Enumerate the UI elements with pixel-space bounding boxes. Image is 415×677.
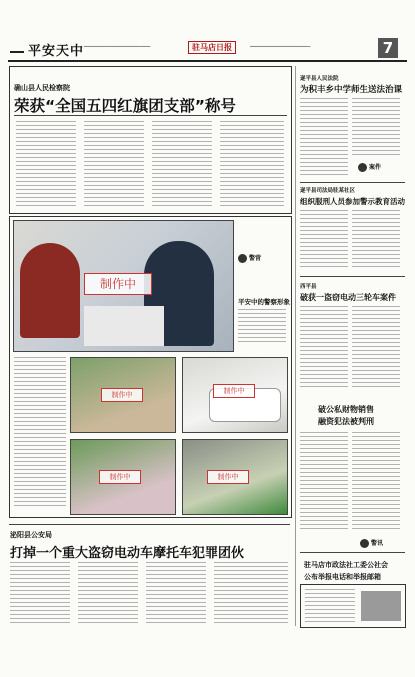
header-date: ━━━━━━━━━━━━━━━━━━━━	[250, 44, 311, 50]
right-badge-2: 警讯	[360, 538, 383, 548]
feature-side-text	[14, 357, 66, 507]
right-story2-text-a	[300, 210, 348, 270]
bottom-rule	[9, 524, 290, 525]
header-meta: ━━━━━━━━━━━━━━━━━━━━━━	[84, 44, 151, 50]
right-story4-text-a	[300, 432, 348, 532]
photo-2	[70, 357, 176, 433]
top-story-text-col3	[152, 121, 212, 209]
right-story1-headline: 为积丰乡中学师生送法治课	[300, 85, 403, 95]
right-story4-headline-1: 破公私财物销售	[318, 405, 374, 414]
right-story1-kicker: 遂平县人民法院	[300, 76, 339, 82]
right-story2-kicker: 遂平县司法局驻某社区	[300, 188, 356, 194]
paper-logo: 驻马店日报	[188, 41, 236, 54]
bottom-story-text-col3	[146, 562, 206, 626]
right-badge-1: 案件	[358, 162, 381, 172]
right-rule-1	[300, 182, 405, 183]
right-rule-3	[300, 552, 405, 553]
section-name: 平安天中	[10, 40, 84, 59]
top-story-headline: 荣获“全国五四红旗团支部”称号	[14, 97, 236, 115]
right-story5-text	[305, 589, 355, 623]
placeholder-stamp: 制作中	[99, 470, 141, 484]
bottom-story-headline: 打掉一个重大盗窃电动车摩托车犯罪团伙	[10, 546, 245, 561]
placeholder-stamp: 制作中	[213, 384, 255, 398]
top-story-text-col2	[84, 121, 144, 209]
bottom-story-kicker: 泌阳县公安局	[10, 531, 52, 539]
feature-title: 平安中的警察形象	[238, 298, 290, 306]
placeholder-stamp-large: 制作中	[84, 273, 152, 295]
placeholder-stamp: 制作中	[207, 470, 249, 484]
right-story5-headline-2: 公布举报电话和举报邮箱	[304, 573, 381, 581]
photo-feature-box	[9, 216, 292, 518]
placeholder-stamp: 制作中	[101, 388, 143, 402]
bottom-story-text-col2	[78, 562, 138, 626]
right-story3-kicker: 西平县	[300, 284, 317, 290]
top-story-text-col1	[16, 121, 76, 209]
right-story4-text-b	[352, 432, 400, 532]
right-story4-headline-2: 融资犯法被判刑	[318, 417, 374, 426]
column-divider	[295, 66, 296, 626]
right-story2-headline: 组织服刑人员参加警示教育活动	[300, 197, 405, 206]
bottom-story-text-col4	[214, 562, 288, 626]
top-story-text-col4	[220, 121, 284, 209]
right-story3-text-b	[352, 306, 400, 390]
page-number: 7	[378, 38, 398, 58]
top-story-kicker: 确山县人民检察院	[14, 84, 70, 92]
photo-4	[70, 439, 176, 515]
photo-person-left	[20, 243, 80, 338]
right-story5-headline-1: 驻马店市政法社工委公社会	[304, 561, 388, 569]
right-story3-text-a	[300, 306, 348, 390]
right-story1-text-a	[300, 98, 348, 176]
photo-5	[182, 439, 288, 515]
photo-3	[182, 357, 288, 433]
feature-badge: 警营	[238, 253, 261, 263]
right-story3-headline: 破获一盗窃电动三轮车案件	[300, 293, 396, 302]
main-photo	[13, 220, 234, 352]
top-story-box	[9, 66, 292, 214]
photo-desk	[84, 306, 164, 346]
bottom-story-text-col1	[10, 562, 70, 626]
right-story2-text-b	[352, 210, 400, 270]
top-story-rule	[14, 115, 287, 116]
right-story1-text-b	[352, 98, 400, 156]
header-rule	[8, 60, 407, 62]
feature-text	[238, 309, 286, 345]
right-story5-box	[300, 584, 406, 628]
right-story5-image	[361, 591, 401, 621]
right-rule-2	[300, 276, 405, 277]
